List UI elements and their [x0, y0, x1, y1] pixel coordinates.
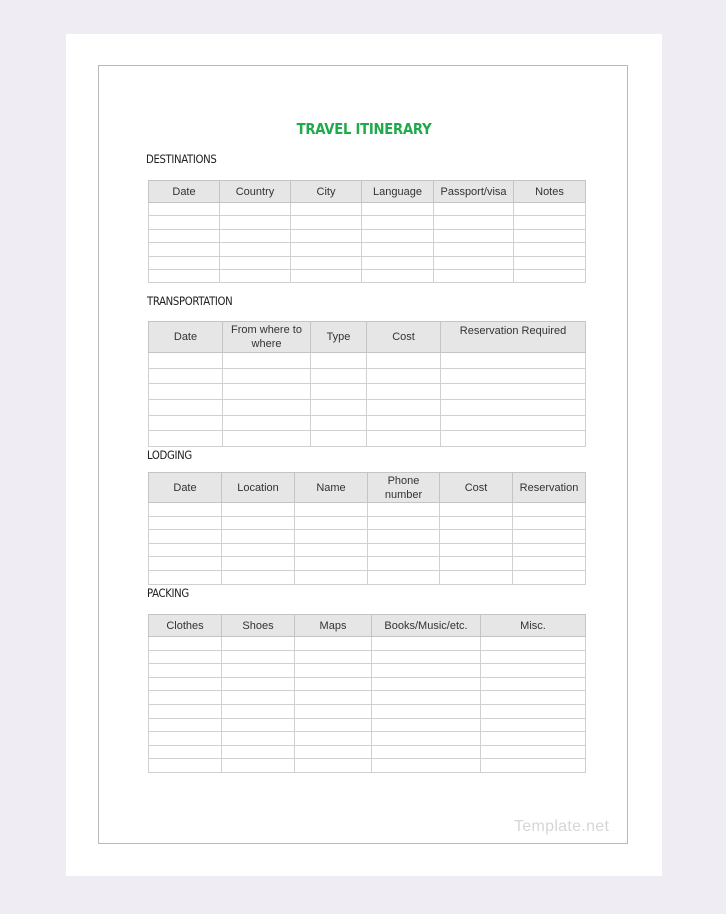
- table-cell[interactable]: [368, 557, 440, 571]
- table-cell[interactable]: [222, 570, 295, 584]
- table-cell[interactable]: [434, 229, 514, 242]
- table-cell[interactable]: [149, 400, 223, 416]
- document-page: [66, 34, 662, 876]
- table-cell[interactable]: [149, 543, 222, 557]
- table-cell[interactable]: [295, 718, 372, 732]
- table-cell[interactable]: [149, 269, 220, 282]
- table-cell[interactable]: [149, 677, 222, 691]
- table-cell[interactable]: [372, 650, 481, 664]
- table-cell[interactable]: [295, 543, 368, 557]
- table-cell[interactable]: [367, 415, 441, 431]
- table-cell[interactable]: [223, 415, 311, 431]
- column-header-language: Language: [362, 181, 434, 203]
- table-cell[interactable]: [481, 691, 586, 705]
- table-cell[interactable]: [295, 745, 372, 759]
- table-cell[interactable]: [311, 415, 367, 431]
- table-cell[interactable]: [291, 269, 362, 282]
- table-cell[interactable]: [149, 229, 220, 242]
- table-cell[interactable]: [222, 691, 295, 705]
- column-header-shoes: Shoes: [222, 615, 295, 637]
- table-cell[interactable]: [223, 400, 311, 416]
- column-header-misc: Misc.: [481, 615, 586, 637]
- table-cell[interactable]: [362, 243, 434, 256]
- table-cell[interactable]: [295, 530, 368, 544]
- table-cell[interactable]: [222, 557, 295, 571]
- table-cell[interactable]: [440, 530, 513, 544]
- column-header-passport-visa: Passport/visa: [434, 181, 514, 203]
- table-cell[interactable]: [295, 557, 368, 571]
- table-cell[interactable]: [149, 216, 220, 229]
- table-cell[interactable]: [441, 368, 586, 384]
- table-cell[interactable]: [513, 557, 586, 571]
- column-header-cost: Cost: [440, 473, 513, 503]
- template-net-watermark: Template.net: [514, 818, 610, 835]
- column-header-date: Date: [149, 181, 220, 203]
- table-cell[interactable]: [367, 400, 441, 416]
- table-cell[interactable]: [149, 516, 222, 530]
- table-cell[interactable]: [481, 759, 586, 773]
- table-cell[interactable]: [368, 516, 440, 530]
- table-cell[interactable]: [220, 243, 291, 256]
- table-header-row: [149, 473, 586, 503]
- table-row: [149, 745, 586, 759]
- table-cell[interactable]: [222, 503, 295, 517]
- table-cell[interactable]: [362, 203, 434, 216]
- table-row: [149, 415, 586, 431]
- table-cell[interactable]: [149, 353, 223, 369]
- table-row: [149, 431, 586, 447]
- table-row: [149, 691, 586, 705]
- table-cell[interactable]: [222, 732, 295, 746]
- table-cell[interactable]: [372, 759, 481, 773]
- column-header-notes: Notes: [514, 181, 586, 203]
- table-cell[interactable]: [295, 516, 368, 530]
- table-cell[interactable]: [481, 718, 586, 732]
- table-cell[interactable]: [149, 384, 223, 400]
- table-cell[interactable]: [223, 353, 311, 369]
- table-cell[interactable]: [372, 691, 481, 705]
- table-cell[interactable]: [441, 400, 586, 416]
- table-cell[interactable]: [295, 570, 368, 584]
- table-cell[interactable]: [295, 637, 372, 651]
- table-cell[interactable]: [295, 759, 372, 773]
- table-cell[interactable]: [372, 732, 481, 746]
- table-cell[interactable]: [481, 704, 586, 718]
- table-cell[interactable]: [367, 368, 441, 384]
- table-cell[interactable]: [372, 704, 481, 718]
- table-cell[interactable]: [362, 256, 434, 269]
- table-cell[interactable]: [440, 543, 513, 557]
- table-cell[interactable]: [441, 431, 586, 447]
- table-cell[interactable]: [434, 243, 514, 256]
- column-header-clothes: Clothes: [149, 615, 222, 637]
- table-row: [149, 353, 586, 369]
- table-row: [149, 243, 586, 256]
- table-header-row: [149, 322, 586, 353]
- table-cell[interactable]: [367, 384, 441, 400]
- table-cell[interactable]: [367, 353, 441, 369]
- table-cell[interactable]: [295, 704, 372, 718]
- table-cell[interactable]: [368, 530, 440, 544]
- table-cell[interactable]: [434, 203, 514, 216]
- column-header-name: Name: [295, 473, 368, 503]
- destinations-rows: [149, 203, 586, 283]
- table-cell[interactable]: [441, 353, 586, 369]
- table-cell[interactable]: [149, 203, 220, 216]
- table-cell[interactable]: [149, 431, 223, 447]
- table-cell[interactable]: [368, 503, 440, 517]
- table-cell[interactable]: [481, 745, 586, 759]
- column-header-from-where-to-where: From where to where: [223, 322, 311, 353]
- table-row: [149, 503, 586, 517]
- table-cell[interactable]: [149, 650, 222, 664]
- table-cell[interactable]: [440, 503, 513, 517]
- table-row: [149, 516, 586, 530]
- table-cell[interactable]: [440, 570, 513, 584]
- column-header-date: Date: [149, 473, 222, 503]
- column-header-reservation: Reservation: [513, 473, 586, 503]
- table-cell[interactable]: [220, 256, 291, 269]
- table-cell[interactable]: [222, 704, 295, 718]
- table-cell[interactable]: [514, 229, 586, 242]
- table-row: [149, 203, 586, 216]
- table-cell[interactable]: [149, 368, 223, 384]
- table-cell[interactable]: [222, 677, 295, 691]
- table-cell[interactable]: [220, 269, 291, 282]
- table-cell[interactable]: [149, 732, 222, 746]
- table-cell[interactable]: [295, 691, 372, 705]
- column-header-country: Country: [220, 181, 291, 203]
- table-row: [149, 256, 586, 269]
- table-cell[interactable]: [513, 530, 586, 544]
- table-cell[interactable]: [149, 664, 222, 678]
- table-cell[interactable]: [295, 732, 372, 746]
- destinations-heading: DESTINATIONS: [146, 152, 217, 166]
- table-cell[interactable]: [311, 353, 367, 369]
- transportation-table: [148, 321, 586, 447]
- table-cell[interactable]: [372, 637, 481, 651]
- table-cell[interactable]: [149, 691, 222, 705]
- table-cell[interactable]: [513, 570, 586, 584]
- column-header-location: Location: [222, 473, 295, 503]
- table-cell[interactable]: [514, 269, 586, 282]
- table-cell[interactable]: [481, 650, 586, 664]
- table-cell[interactable]: [222, 745, 295, 759]
- table-cell[interactable]: [149, 704, 222, 718]
- table-cell[interactable]: [311, 368, 367, 384]
- lodging-table: [148, 472, 586, 585]
- table-cell[interactable]: [372, 677, 481, 691]
- document-title: TRAVEL ITINERARY: [296, 120, 432, 138]
- table-cell[interactable]: [362, 229, 434, 242]
- table-cell[interactable]: [295, 503, 368, 517]
- table-cell[interactable]: [481, 637, 586, 651]
- table-cell[interactable]: [481, 677, 586, 691]
- table-cell[interactable]: [149, 256, 220, 269]
- column-header-city: City: [291, 181, 362, 203]
- table-cell[interactable]: [311, 384, 367, 400]
- table-cell[interactable]: [514, 216, 586, 229]
- table-cell[interactable]: [514, 203, 586, 216]
- table-row: [149, 400, 586, 416]
- table-cell[interactable]: [149, 243, 220, 256]
- table-cell[interactable]: [220, 203, 291, 216]
- packing-heading: PACKING: [147, 586, 189, 600]
- table-row: [149, 732, 586, 746]
- packing-rows: [149, 637, 586, 773]
- table-cell[interactable]: [291, 243, 362, 256]
- table-row: [149, 384, 586, 400]
- table-cell[interactable]: [295, 650, 372, 664]
- table-cell[interactable]: [222, 530, 295, 544]
- table-row: [149, 368, 586, 384]
- table-cell[interactable]: [223, 431, 311, 447]
- table-cell[interactable]: [440, 557, 513, 571]
- table-cell[interactable]: [149, 503, 222, 517]
- table-row: [149, 216, 586, 229]
- table-row: [149, 677, 586, 691]
- table-cell[interactable]: [514, 256, 586, 269]
- transportation-heading: TRANSPORTATION: [147, 294, 233, 308]
- table-cell[interactable]: [291, 216, 362, 229]
- table-cell[interactable]: [513, 543, 586, 557]
- table-cell[interactable]: [222, 516, 295, 530]
- column-header-reservation-required: Reservation Required: [441, 322, 586, 353]
- table-row: [149, 269, 586, 282]
- table-header-row: [149, 181, 586, 203]
- table-cell[interactable]: [441, 384, 586, 400]
- table-cell[interactable]: [220, 229, 291, 242]
- table-cell[interactable]: [149, 557, 222, 571]
- table-cell[interactable]: [149, 745, 222, 759]
- column-header-books-music-etc: Books/Music/etc.: [372, 615, 481, 637]
- table-cell[interactable]: [368, 570, 440, 584]
- table-cell[interactable]: [311, 400, 367, 416]
- table-cell[interactable]: [368, 543, 440, 557]
- table-cell[interactable]: [367, 431, 441, 447]
- table-cell[interactable]: [295, 677, 372, 691]
- table-cell[interactable]: [295, 664, 372, 678]
- table-cell[interactable]: [434, 256, 514, 269]
- column-header-maps: Maps: [295, 615, 372, 637]
- table-cell[interactable]: [149, 718, 222, 732]
- table-cell[interactable]: [434, 216, 514, 229]
- table-row: [149, 570, 586, 584]
- table-row: [149, 557, 586, 571]
- column-header-type: Type: [311, 322, 367, 353]
- table-cell[interactable]: [441, 415, 586, 431]
- transportation-rows: [149, 353, 586, 447]
- lodging-rows: [149, 503, 586, 585]
- table-cell[interactable]: [514, 243, 586, 256]
- table-cell[interactable]: [149, 570, 222, 584]
- table-cell[interactable]: [222, 543, 295, 557]
- table-cell[interactable]: [222, 718, 295, 732]
- table-cell[interactable]: [149, 637, 222, 651]
- packing-table: [148, 614, 586, 773]
- table-cell[interactable]: [513, 516, 586, 530]
- table-row: [149, 704, 586, 718]
- lodging-heading: LODGING: [147, 448, 192, 462]
- table-cell[interactable]: [372, 718, 481, 732]
- table-cell[interactable]: [513, 503, 586, 517]
- destinations-table: [148, 180, 586, 283]
- table-row: [149, 637, 586, 651]
- table-cell[interactable]: [222, 759, 295, 773]
- table-cell[interactable]: [149, 759, 222, 773]
- table-cell[interactable]: [291, 256, 362, 269]
- table-cell[interactable]: [481, 664, 586, 678]
- column-header-cost: Cost: [367, 322, 441, 353]
- table-row: [149, 543, 586, 557]
- table-cell[interactable]: [220, 216, 291, 229]
- table-cell[interactable]: [362, 269, 434, 282]
- table-cell[interactable]: [291, 229, 362, 242]
- table-cell[interactable]: [311, 431, 367, 447]
- table-cell[interactable]: [372, 664, 481, 678]
- table-cell[interactable]: [222, 664, 295, 678]
- table-cell[interactable]: [372, 745, 481, 759]
- table-cell[interactable]: [440, 516, 513, 530]
- table-cell[interactable]: [481, 732, 586, 746]
- table-cell[interactable]: [362, 216, 434, 229]
- table-cell[interactable]: [222, 650, 295, 664]
- table-row: [149, 718, 586, 732]
- table-header-row: [149, 615, 586, 637]
- table-cell[interactable]: [149, 530, 222, 544]
- table-cell[interactable]: [434, 269, 514, 282]
- column-header-phone-number: Phone number: [368, 473, 440, 503]
- column-header-date: Date: [149, 322, 223, 353]
- table-cell[interactable]: [223, 384, 311, 400]
- table-cell[interactable]: [223, 368, 311, 384]
- table-row: [149, 229, 586, 242]
- table-cell[interactable]: [149, 415, 223, 431]
- table-cell[interactable]: [291, 203, 362, 216]
- table-row: [149, 664, 586, 678]
- table-cell[interactable]: [222, 637, 295, 651]
- table-row: [149, 530, 586, 544]
- table-row: [149, 650, 586, 664]
- table-row: [149, 759, 586, 773]
